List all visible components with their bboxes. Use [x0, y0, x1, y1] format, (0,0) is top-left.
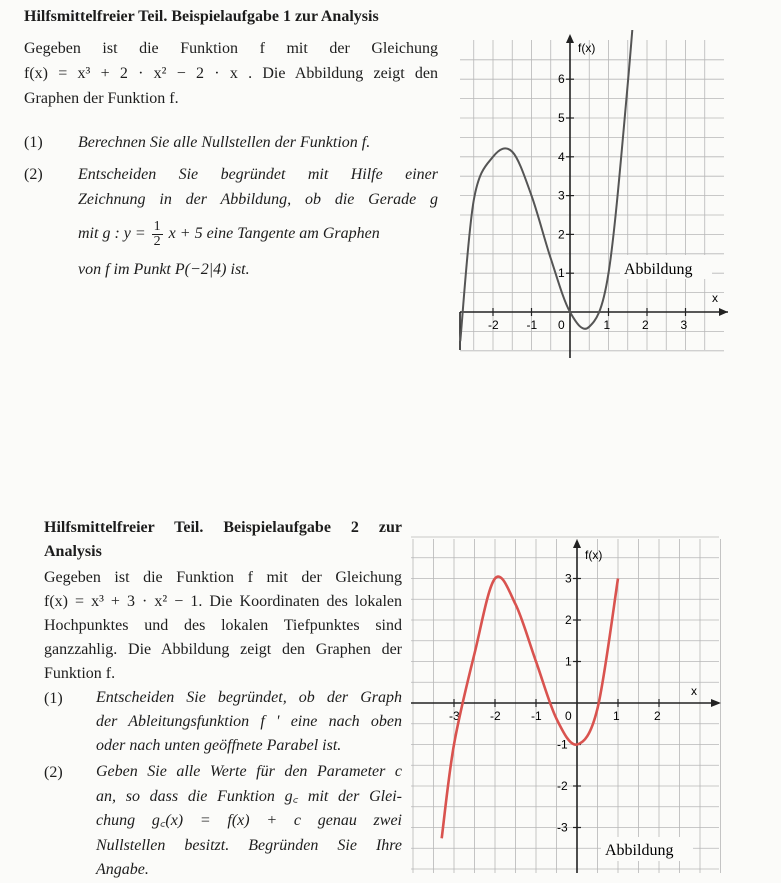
task2-q2-line-2: an, so dass die Funktion g꜀ mit der Glei- [96, 787, 402, 805]
y-tick-label: 5 [558, 111, 565, 125]
x-tick-label: 2 [642, 318, 649, 332]
task2-q2-line-4: Nullstellen besitzt. Begründen Sie Ihre [96, 836, 402, 854]
task2-title [44, 516, 402, 564]
y-tick-label: 1 [565, 654, 572, 669]
y-tick-label: 6 [558, 72, 565, 87]
x-tick-label: 3 [680, 318, 688, 332]
y-tick-label: 2 [558, 227, 565, 242]
task2-q2-number: (2) [44, 764, 63, 781]
task1-intro-line-3: Graphen der Funktion f. [24, 90, 179, 107]
x-tick-label: -2 [490, 709, 501, 723]
task1-q2-number: (2) [24, 166, 43, 183]
task2-x-arrow-icon [711, 699, 721, 707]
y-tick-label: 3 [558, 188, 565, 203]
task2-q1-line-3: oder nach unten geöffnete Parabel ist. [96, 737, 342, 754]
task1-q2-text [78, 162, 438, 282]
x-tick-label: 1 [613, 709, 620, 723]
x-tick-label: 2 [654, 709, 661, 723]
task1-q2-line-3 [78, 220, 438, 249]
task1-intro-line-1: Gegeben ist die Funktion f mit der Gleichung [24, 40, 438, 57]
task1-y-arrow-icon [566, 34, 574, 43]
task2-title-line-2: Analysis [44, 543, 102, 560]
x-tick-label: 0 [565, 709, 572, 723]
task1-q2-line-4: von f im Punkt P(−2|4) ist. [78, 261, 250, 278]
x-tick-label: -1 [526, 318, 538, 332]
fraction-denominator: 2 [153, 234, 161, 249]
task1-ticks [488, 72, 688, 332]
task2-y-axis-label: f(x) [585, 548, 603, 562]
fraction-numerator: 1 [153, 219, 161, 234]
task1-figure-label: Abbildung [624, 261, 693, 278]
task2-intro-line-2: f(x) = x³ + 3 · x² − 1. Die Koordinaten des lokalen [44, 593, 402, 610]
task2-figure-label: Abbildung [605, 842, 674, 859]
x-tick-label: -1 [531, 709, 542, 723]
task1-q2-fraction [152, 220, 163, 249]
task1-x-arrow-icon [719, 308, 728, 316]
task2-q1-text [96, 686, 402, 758]
task2-q1-line-1: Entscheiden Sie begründet, ob der Graph [96, 689, 402, 706]
task2-intro-line-1: Gegeben ist die Funktion f mit der Gleichung [44, 569, 402, 586]
task1-x-axis-label: x [712, 291, 718, 305]
task2-q2-line-1: Geben Sie alle Werte für den Parameter c [96, 763, 402, 780]
x-tick-label: 0 [558, 318, 565, 332]
task2-q1-number: (1) [44, 690, 63, 707]
task1-q1-number: (1) [24, 134, 43, 151]
task2-intro-line-3: Hochpunktes und des lokalen Tiefpunktes sind [44, 617, 402, 634]
task1-q1-text: Berechnen Sie alle Nullstellen der Funktion f. [78, 134, 371, 151]
task2-title-line-1: Hilfsmittelfreier Teil. Beispielaufgabe 2 zur [44, 519, 402, 536]
task1-q2-line-3b: x + 5 eine Tangente am Graphen [168, 225, 380, 243]
task2-q2-line-5: Angabe. [96, 861, 149, 878]
y-tick-label: -2 [557, 779, 568, 793]
task2-intro [44, 566, 402, 686]
task1-grid [460, 40, 724, 351]
task2-x-axis-label: x [691, 684, 697, 698]
task1-q2-line-1: Entscheiden Sie begründet mit Hilfe einer [78, 166, 438, 183]
y-tick-label: 4 [558, 149, 565, 164]
y-tick-label: 1 [558, 266, 565, 281]
x-tick-label: 1 [603, 318, 611, 332]
task1-function-graph [460, 30, 643, 341]
x-tick-label: -3 [449, 709, 460, 723]
task2-q2-text [96, 760, 402, 883]
y-tick-label: 2 [565, 613, 572, 627]
task1-q2-line-3a: mit g : y = [78, 225, 146, 243]
y-tick-label: -3 [557, 820, 568, 835]
x-tick-label: -2 [488, 318, 499, 332]
task2-intro-line-4: ganzzahlig. Die Abbildung zeigt den Graphen der [44, 641, 402, 658]
task2-figure [405, 533, 725, 875]
task2-intro-line-5: Funktion f. [44, 665, 116, 682]
task1-intro-line-2: f(x) = x³ + 2 · x² − 2 · x . Die Abbildung zeigt den [24, 65, 438, 82]
task1-q2-line-2: Zeichnung in der Abbildung, ob die Gerade g [78, 191, 438, 208]
task1-intro [24, 36, 438, 111]
task1-title: Hilfsmittelfreier Teil. Beispielaufgabe 1 zur Analysis [24, 8, 379, 25]
task2-q2-line-3: chung g꜀(x) = f(x) + c genau zwei [96, 812, 402, 829]
task1-y-axis-label: f(x) [578, 41, 596, 55]
task2-y-arrow-icon [573, 539, 581, 548]
y-tick-label: -1 [557, 737, 568, 752]
y-tick-label: 3 [565, 571, 572, 586]
task1-figure [440, 30, 730, 360]
task2-function-graph [442, 577, 618, 839]
task2-q1-line-2: der Ableitungsfunktion f ' eine nach oben [96, 713, 402, 730]
